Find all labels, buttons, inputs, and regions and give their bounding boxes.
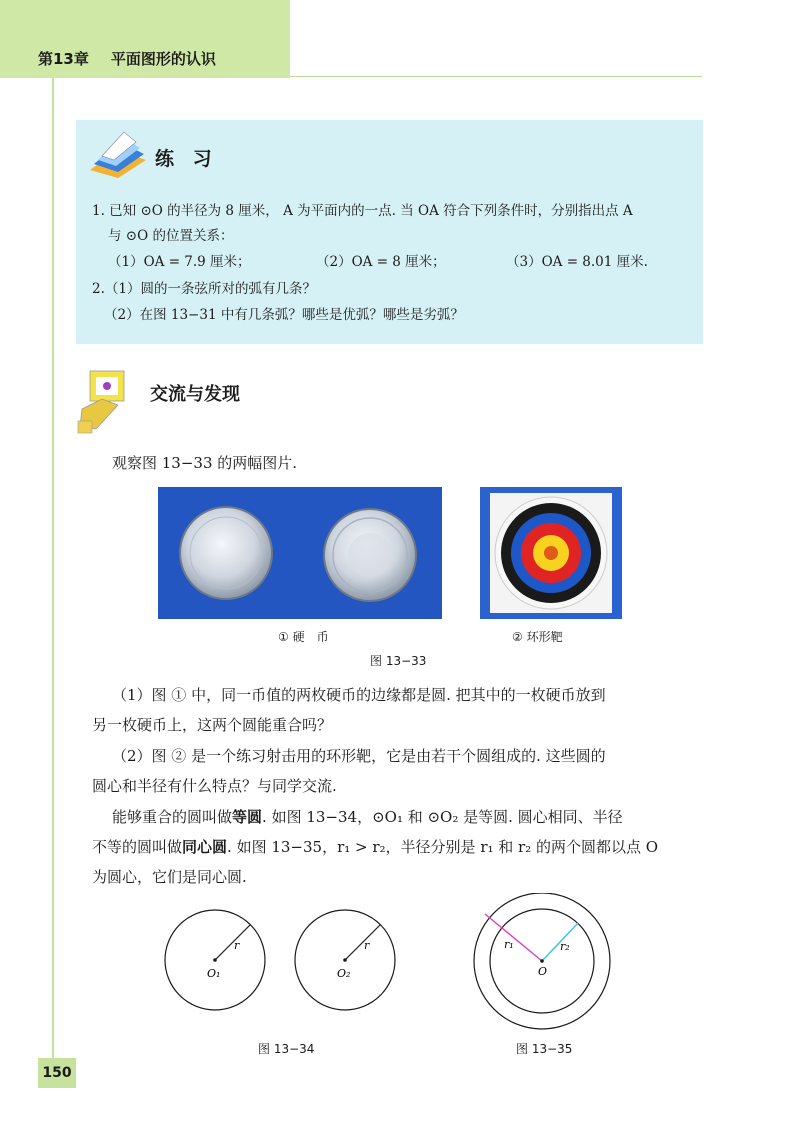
question-2-line-1: 2.（1）圆的一条弦所对的弧有几条？: [92, 281, 316, 297]
label-o1: O₁: [207, 967, 221, 980]
figure-13-35: [468, 893, 618, 1033]
definition-line-3: 为圆心，它们是同心圆.: [92, 868, 247, 886]
definition-text: . 如图 13−35，r₁ > r₂，半径分别是 r₁ 和 r₂ 的两个圆都以点 O: [227, 838, 659, 856]
question-1-option-1: （1）OA = 7.9 厘米；: [108, 254, 251, 270]
exercise-book-icon: [84, 130, 150, 180]
header-rule: [290, 76, 702, 77]
question-1-line-1: 1. 已知 ⊙O 的半径为 8 厘米， A 为平面内的一点. 当 OA 符合下列条件时，分别指出点 A: [92, 203, 633, 219]
figure-13-34: [160, 905, 420, 1015]
page-number: 150: [38, 1058, 76, 1088]
target-photo: [480, 487, 622, 619]
question-2-line-2: （2）在图 13−31 中有几条弧？哪些是优弧？哪些是劣弧？: [104, 307, 464, 323]
photo-caption-target: ② 环形靶: [512, 630, 563, 644]
label-r2: r₂: [560, 940, 570, 953]
label-o: O: [538, 965, 548, 978]
definition-text: 能够重合的圆叫做: [112, 808, 233, 826]
definition-text: 不等的圆叫做: [92, 838, 183, 856]
question-1-line-2: 与 ⊙O 的位置关系：: [108, 228, 234, 244]
photo-caption-coins: ① 硬 币: [278, 630, 329, 644]
figure-13-34-caption: 图 13−34: [258, 1042, 315, 1056]
label-r-1: r: [234, 939, 240, 952]
term-concentric-circles: 同心圆: [182, 838, 228, 856]
chapter-header: [38, 48, 238, 69]
paragraph-1-line-2: 另一枚硬币上，这两个圆能重合吗？: [92, 716, 333, 734]
discuss-heading: 交流与发现: [150, 384, 240, 405]
exercise-heading: 练 习: [155, 148, 218, 170]
paragraph-1-line-1: （1）图 ① 中，同一币值的两枚硬币的边缘都是圆. 把其中的一枚硬币放到: [112, 686, 606, 704]
chapter-number: 第13章: [38, 50, 89, 68]
discuss-pointer-icon: [74, 365, 140, 435]
label-o2: O₂: [337, 967, 351, 980]
definition-line-1: [112, 802, 623, 832]
paragraph-2-line-1: （2）图 ② 是一个练习射击用的环形靶，它是由若干个圆组成的. 这些圆的: [112, 747, 606, 765]
figure-13-33-caption: 图 13−33: [370, 654, 427, 668]
definition-line-2: [92, 832, 658, 862]
coins-photo: [158, 487, 442, 619]
discuss-intro: 观察图 13−33 的两幅图片.: [112, 454, 298, 472]
definition-text: . 如图 13−34，⊙O₁ 和 ⊙O₂ 是等圆. 圆心相同、半径: [262, 808, 623, 826]
figure-13-35-caption: 图 13−35: [516, 1042, 573, 1056]
margin-rule: [52, 78, 54, 1058]
term-equal-circles: 等圆: [232, 808, 263, 826]
chapter-title: 平面图形的认识: [110, 50, 216, 68]
paragraph-2-line-2: 圆心和半径有什么特点？与同学交流.: [92, 777, 337, 795]
question-1-option-2: （2）OA = 8 厘米；: [316, 254, 446, 270]
label-r1: r₁: [504, 938, 514, 951]
radius-o1: [215, 925, 250, 960]
question-1-option-3: （3）OA = 8.01 厘米.: [506, 254, 648, 270]
label-r-2: r: [364, 939, 370, 952]
radius-o2: [345, 925, 380, 960]
coin-left: [180, 507, 272, 599]
